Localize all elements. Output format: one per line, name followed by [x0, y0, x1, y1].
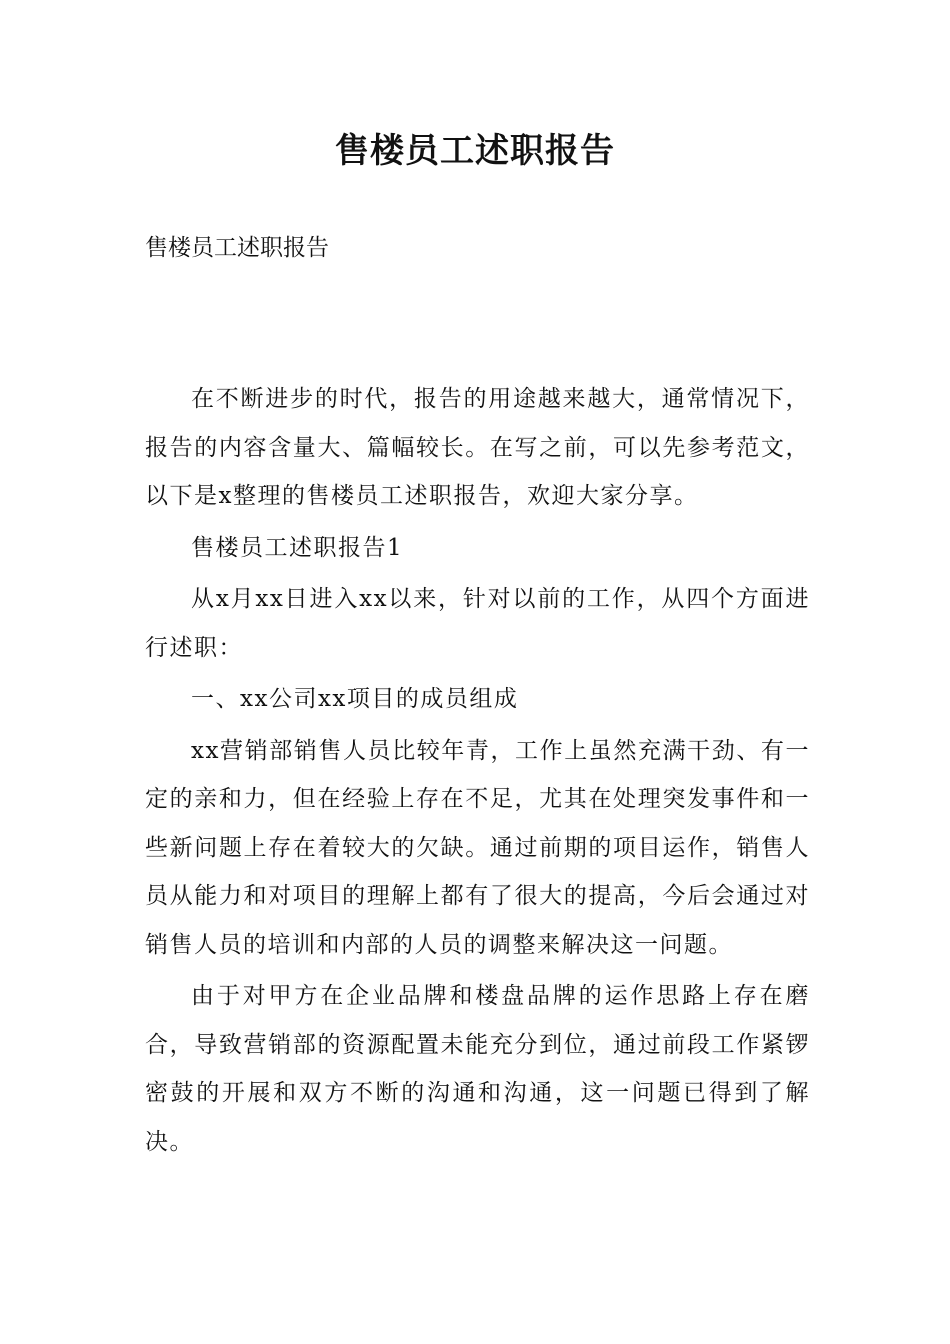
- paragraph-intro: 在不断进步的时代，报告的用途越来越大，通常情况下，报告的内容含量大、篇幅较长。在写之前，可以先参考范文，以下是x整理的售楼员工述职报告，欢迎大家分享。: [145, 386, 810, 509]
- paragraph-team: xx营销部销售人员比较年青，工作上虽然充满干劲、有一定的亲和力，但在经验上存在不足，尤其在处理突发事件和一些新问题上存在着较大的欠缺。通过前期的项目运作，销售人员从能力和对项目的理解上都有了很大的提高，今后会通过对销售人员的培训和内部的人员的调整来解决这一问题。: [145, 737, 810, 958]
- section-heading-team: 一、xx公司xx项目的成员组成: [191, 686, 519, 712]
- document-body: [145, 375, 810, 1169]
- section-heading-report-1: 售楼员工述职报告1: [191, 534, 404, 561]
- document-subtitle: 售楼员工述职报告: [145, 235, 329, 261]
- paragraph-resources: 由于对甲方在企业品牌和楼盘品牌的运作思路上存在磨合，导致营销部的资源配置未能充分到位，通过前段工作紧锣密鼓的开展和双方不断的沟通和沟通，这一问题已得到了解决。: [145, 983, 810, 1155]
- paragraph-overview: 从x月xx日进入xx以来，针对以前的工作，从四个方面进行述职：: [145, 586, 810, 661]
- document-title: 售楼员工述职报告: [335, 131, 615, 171]
